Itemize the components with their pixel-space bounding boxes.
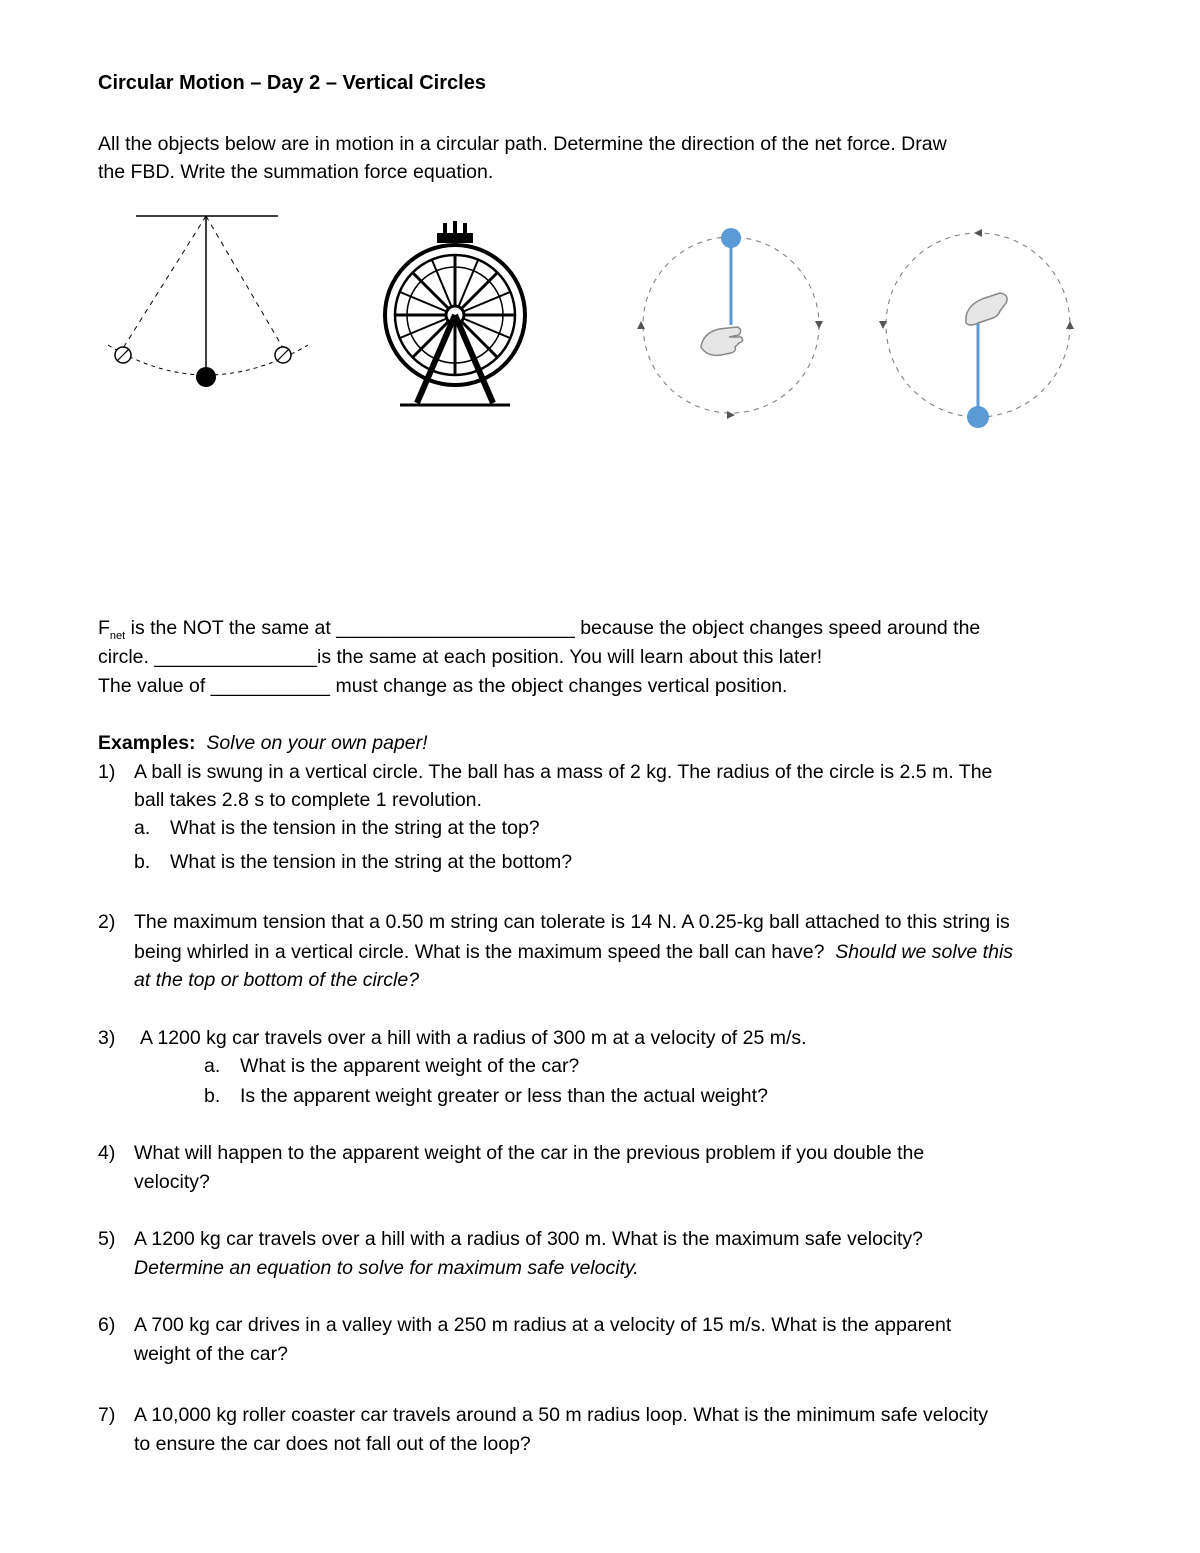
problem-1-line-2: ball takes 2.8 s to complete 1 revolution. [134, 789, 482, 811]
problem-4-line-2: velocity? [134, 1171, 210, 1193]
sub-text: What is the tension in the string at the bottom? [170, 851, 573, 873]
problem-number: 7) [98, 1404, 116, 1426]
sub-label: b. [134, 851, 151, 873]
problem-text: being whirled in a vertical circle. What is the maximum speed the ball can have? [134, 941, 825, 963]
problem-3a [204, 1052, 579, 1081]
page-title: Circular Motion – Day 2 – Vertical Circles [98, 72, 486, 94]
problem-2-line-1 [98, 908, 1010, 937]
problem-1b [134, 848, 572, 877]
fnet-subscript: net [109, 629, 126, 642]
fill-line-2: circle. _______________is the same at each position. You will learn about this later! [98, 646, 823, 668]
problem-text: A 1200 kg car travels over a hill with a radius of 300 m at a velocity of 25 m/s. [140, 1027, 807, 1049]
fnet-symbol: F [98, 617, 110, 639]
problem-text: A ball is swung in a vertical circle. The ball has a mass of 2 kg. The radius of the circle is 2.5 m. The [134, 761, 993, 783]
problem-2-line-3: at the top or bottom of the circle? [134, 969, 420, 991]
ferris-wheel-figure [385, 221, 525, 405]
problem-text: The maximum tension that a 0.50 m string can tolerate is 14 N. A 0.25-kg ball attached to this string is [134, 911, 1010, 933]
problem-4-line-1 [98, 1139, 924, 1168]
problem-number: 6) [98, 1314, 116, 1336]
pendulum-figure [108, 216, 308, 387]
examples-label: Examples: [98, 732, 196, 754]
problem-3-line-1 [98, 1024, 807, 1053]
problem-text: A 700 kg car drives in a valley with a 250 m radius at a velocity of 15 m/s. What is the apparent [134, 1314, 952, 1336]
problem-number: 1) [98, 761, 116, 783]
fnet-line-text: is the NOT the same at ______________________ because the object changes speed around the [125, 617, 981, 639]
fill-line-3: The value of ___________ must change as the object changes vertical position. [98, 675, 788, 697]
intro-line-1: All the objects below are in motion in a circular path. Determine the direction of the net force. Draw [98, 133, 947, 155]
hand-icon [966, 293, 1007, 325]
examples-instruction: Solve on your own paper! [206, 732, 428, 754]
problem-6-line-1 [98, 1311, 951, 1340]
problem-6-line-2: weight of the car? [134, 1343, 288, 1365]
problem-number: 3) [98, 1027, 116, 1049]
ball-hand-below-figure [637, 228, 823, 419]
problem-text: What will happen to the apparent weight of the car in the previous problem if you double the [134, 1142, 925, 1164]
problem-1a [134, 814, 540, 843]
ball-hand-above-figure [879, 229, 1074, 428]
figures-strip [90, 205, 1190, 445]
problem-text: A 1200 kg car travels over a hill with a radius of 300 m. What is the maximum safe velocity? [134, 1228, 924, 1250]
problem-hint: Should we solve this [835, 941, 1014, 963]
problem-7-line-2: to ensure the car does not fall out of the loop? [134, 1433, 531, 1455]
problem-number: 4) [98, 1142, 116, 1164]
problem-number: 5) [98, 1228, 116, 1250]
problem-3b [204, 1082, 768, 1111]
problem-number: 2) [98, 911, 116, 933]
sub-text: What is the tension in the string at the top? [170, 817, 540, 839]
sub-label: a. [134, 817, 151, 839]
sub-text: Is the apparent weight greater or less than the actual weight? [240, 1085, 768, 1107]
intro-line-2: the FBD. Write the summation force equation. [98, 161, 494, 183]
examples-header [98, 729, 428, 758]
sub-label: b. [204, 1085, 221, 1107]
problem-7-line-1 [98, 1401, 988, 1430]
sub-label: a. [204, 1055, 221, 1077]
problem-5-line-1 [98, 1225, 923, 1254]
hand-icon [701, 327, 743, 355]
problem-text: A 10,000 kg roller coaster car travels around a 50 m radius loop. What is the minimum safe velocity [134, 1404, 989, 1426]
problem-1-line-1 [98, 758, 992, 787]
problem-2-line-2 [134, 938, 1013, 967]
problem-5-line-2: Determine an equation to solve for maximum safe velocity. [134, 1257, 639, 1279]
sub-text: What is the apparent weight of the car? [240, 1055, 580, 1077]
